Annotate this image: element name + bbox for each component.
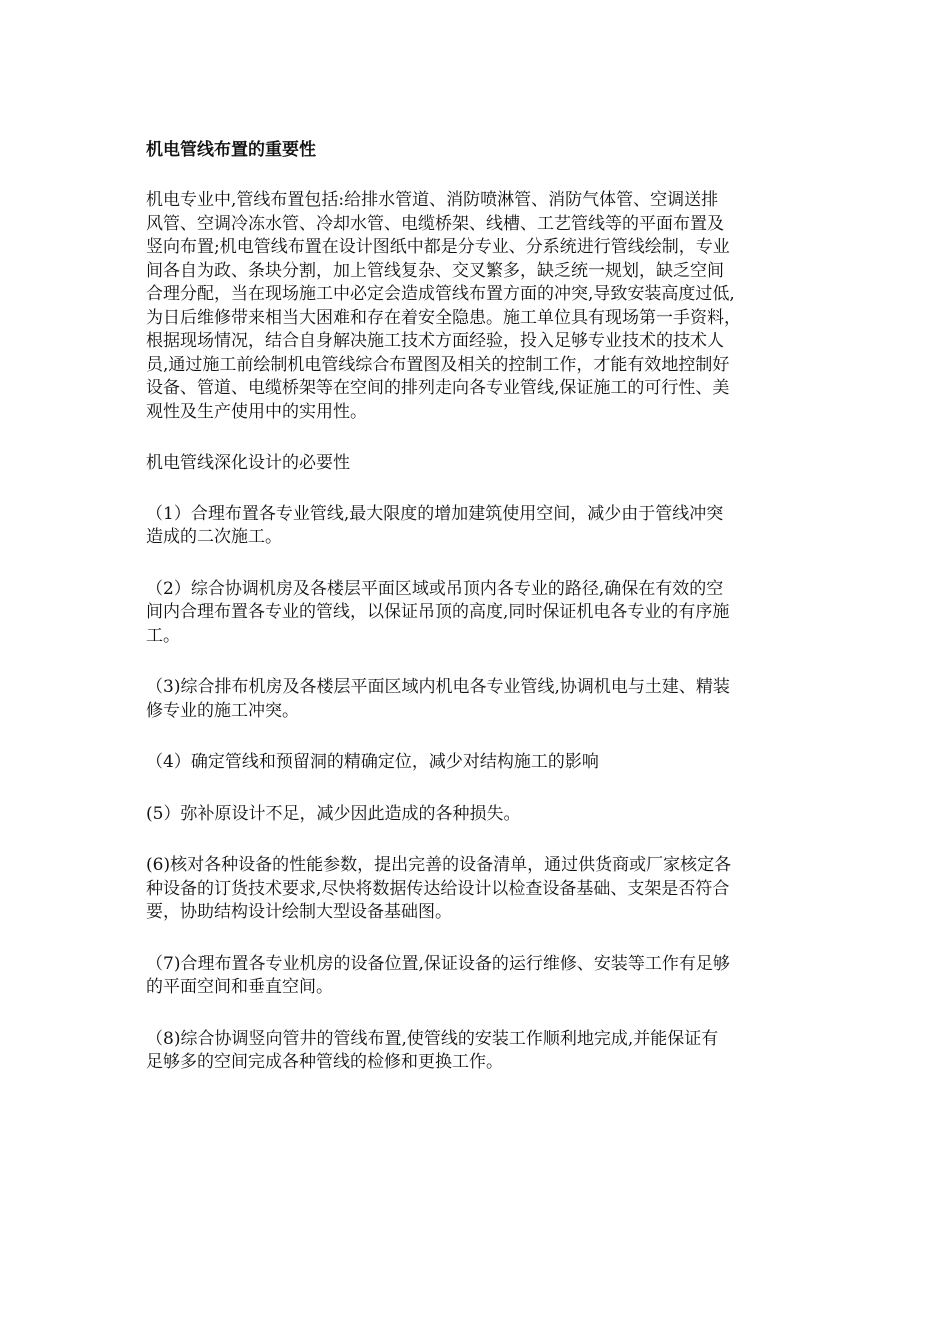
document-page [146,138,806,1103]
list-item: （1）合理布置各专业管线,最大限度的增加建筑使用空间，减少由于管线冲突 造成的二次施工。 [146,503,724,547]
list-item: （2）综合协调机房及各楼层平面区域或吊顶内各专业的路径,确保在有效的空 间内合理布置各专业的管线，以保证吊顶的高度,同时保证机电各专业的有序施 工。 [146,578,730,646]
list-item: （4）确定管线和预留洞的精确定位，减少对结构施工的影响 [146,752,599,772]
list-item: (6)核对各种设备的性能参数，提出完善的设备清单，通过供货商或厂家核定各 种设备的订货技术要求,尽快将数据传达给设计以检查设备基础、支架是否符合 要，协助结构设计绘制大型设备基础图。 [146,855,732,922]
intro-paragraph: 机电专业中,管线布置包括:给排水管道、消防喷淋管、消防气体管、空调送排 风管、空调冷冻水管、冷却水管、电缆桥架、线槽、工艺管线等的平面布置及 竖向布置;机电管线布置在设计图纸中都是分专业、分系统进行管线绘制，专业 间各自为政、条块分割，加上管线复杂、交叉繁多，缺乏统一规划，缺乏空间 合理分配，当在现场施工中必定会造成管线布置方面的冲突,导致安装高度过低, 为日后维修带来相当大困难和存在着安全隐患。施工单位具有现场第一手资料， 根据现场情况，结合自身解决施工技术方面经验，投入足够专业技术的技术人 员,通过施工前绘制机电管线综合布置图及相关的控制工作，才能有效地控制好 设备、管道、电缆桥架等在空间的排列走向各专业管线,保证施工的可行性、美 观性及生产使用中的实用性。 [146,190,741,422]
list-item: （3)综合排布机房及各楼层平面区域内机电各专业管线,协调机电与土建、精装 修专业的施工冲突。 [146,677,730,721]
section-heading: 机电管线深化设计的必要性 [146,453,350,473]
list-item: （7)合理布置各专业机房的设备位置,保证设备的运行维修、安装等工作有足够 的平面空间和垂直空间。 [146,953,730,997]
list-item: （8)综合协调竖向管井的管线布置,使管线的安装工作顺利地完成,并能保证有 足够多的空间完成各种管线的检修和更换工作。 [146,1028,719,1072]
list-item: (5）弥补原设计不足，减少因此造成的各种损失。 [146,803,521,824]
document-title: 机电管线布置的重要性 [146,140,316,160]
